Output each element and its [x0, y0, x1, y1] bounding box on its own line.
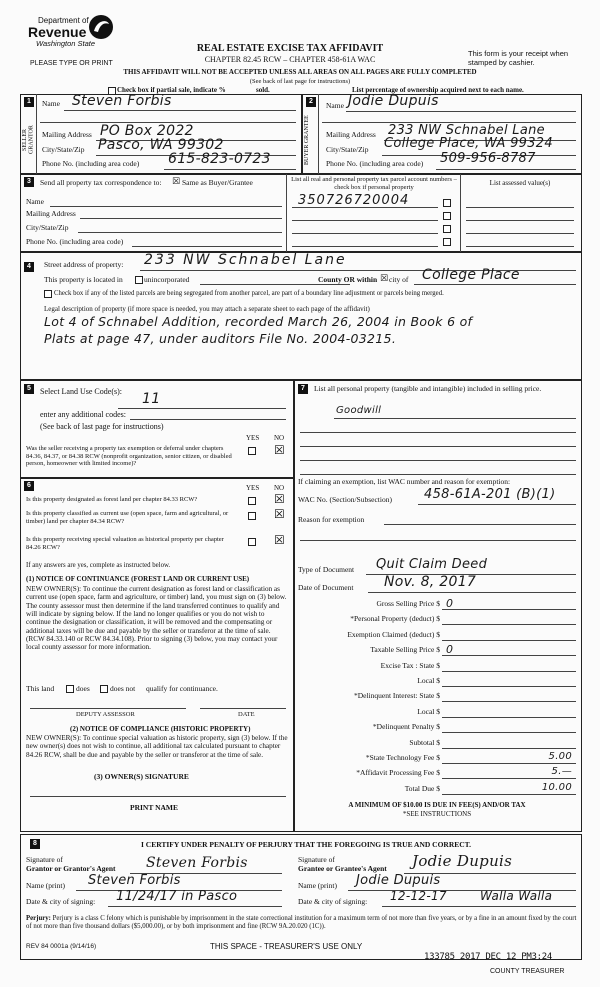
s4-unincorporated: unincorporated [144, 275, 190, 284]
s6-q3-no-checkbox[interactable]: ☒ [274, 533, 285, 547]
s5-no: NO [274, 434, 285, 442]
s7-doc-date-value[interactable]: Nov. 8, 2017 [384, 574, 477, 590]
s7-doc-date-label: Date of Document [298, 583, 354, 592]
same-as-buyer-checkbox[interactable]: ☒ [172, 177, 181, 187]
s8-certify: I CERTIFY UNDER PENALTY OF PERJURY THAT THE FOREGOING IS TRUE AND CORRECT. [140, 840, 471, 849]
s6-if-any: If any answers are yes, complete as instructed below. [26, 562, 171, 569]
s5-exemption-q: Was the seller receiving a property tax exemption or deferral under chapters 84.36, 84.37, or 84.38 RCW (nonprofit organization, senior citizen, or disabled person, homeowner with limited income)? [26, 445, 232, 468]
s3-assessed-header: List assessed value(s) [489, 179, 551, 187]
section-2-number: 2 [306, 97, 316, 107]
s6-yes: YES [246, 484, 260, 492]
logo-dept-line3: Washington State [36, 39, 96, 48]
s6-q2-yes-checkbox[interactable] [248, 512, 256, 520]
s3-city-label: City/State/Zip [26, 223, 69, 232]
fee-value[interactable]: 5.— [551, 766, 572, 777]
form-warning: THIS AFFIDAVIT WILL NOT BE ACCEPTED UNLESS ALL AREAS ON ALL PAGES ARE FULLY COMPLETED [123, 68, 477, 76]
s3-name-label: Name [26, 197, 44, 206]
fee-label: Local $ [417, 676, 440, 685]
s4-segregated-note: Check box if any of the listed parcels are being segregated from another parcel, are part of a boundary line adjustment or parcels being merged. [54, 290, 444, 297]
s6-q1: Is this property designated as forest land per chapter 84.33 RCW? [26, 496, 198, 503]
unincorporated-checkbox[interactable] [135, 276, 143, 284]
fee-value[interactable]: 10.00 [541, 782, 572, 793]
seller-grantor-label: SELLER GRANTOR [22, 125, 35, 155]
s1-mailing-value[interactable]: PO Box 2022 [100, 123, 194, 139]
s3-phone-label: Phone No. (including area code) [26, 237, 124, 246]
section-3-number: 3 [24, 177, 34, 187]
fee-label: *Affidavit Processing Fee $ [356, 768, 440, 777]
s6-owners-sig: (3) OWNER(S) SIGNATURE [94, 772, 189, 781]
segregated-checkbox[interactable] [44, 290, 52, 298]
fee-label: *Personal Property (deduct) $ [350, 614, 440, 623]
s7-wac-value[interactable]: 458-61A-201 (B)(1) [424, 487, 556, 502]
partial-sale-label: Check box if partial sale, indicate % [117, 86, 226, 94]
footer-county-treasurer: COUNTY TREASURER [490, 968, 565, 975]
fee-label: Local $ [417, 707, 440, 716]
s1-phone-value[interactable]: 615-823-0723 [168, 151, 271, 167]
s3-mailing-label: Mailing Address [26, 209, 76, 218]
s8-grantor-agent: Grantor or Grantor's Agent [26, 864, 116, 873]
section-4-number: 4 [24, 262, 34, 272]
fee-label: Gross Selling Price $ [376, 599, 440, 608]
fee-label: Taxable Selling Price $ [370, 645, 440, 654]
s6-does: does [76, 684, 90, 693]
s1-name-value[interactable]: Steven Forbis [72, 93, 172, 109]
s6-q3-yes-checkbox[interactable] [248, 538, 256, 546]
s6-does-checkbox[interactable] [66, 685, 74, 693]
s2-phone-value[interactable]: 509-956-8787 [440, 151, 536, 166]
s3-send-label: Send all property tax correspondence to: [40, 178, 162, 187]
s6-does-not: does not [110, 684, 136, 693]
fee-value[interactable]: 0 [446, 643, 454, 656]
ownership-pct-label: List percentage of ownership acquired next to each name. [352, 86, 524, 94]
fee-label: Exemption Claimed (deduct) $ [347, 630, 440, 639]
s6-print-name: PRINT NAME [130, 803, 178, 812]
fee-label: Subtotal $ [409, 738, 440, 747]
fee-label: Total Due $ [404, 784, 440, 793]
s8-date-city-left: Date & city of signing: [26, 897, 96, 906]
form-title: REAL ESTATE EXCISE TAX AFFIDAVIT [196, 43, 384, 54]
s6-q2-no-checkbox[interactable]: ☒ [274, 507, 285, 521]
s5-exemption-no-checkbox[interactable]: ☒ [274, 443, 285, 457]
s4-legal-line2[interactable]: Plats at page 47, under auditors File No. 2004-03215. [44, 331, 397, 346]
s8-name-print-right: Name (print) [298, 881, 337, 890]
s1-mailing-label: Mailing Address [42, 130, 92, 139]
s8-perjury-label: Perjury: [26, 915, 51, 922]
section-1-number: 1 [24, 97, 34, 107]
s7-personal-label: List all personal property (tangible and intangible) included in selling price. [314, 384, 542, 393]
s7-minimum-note: A MINIMUM OF $10.00 IS DUE IN FEE(S) AND/OR TAX [348, 801, 526, 809]
s6-notice2-body: NEW OWNER(S): To continue special valuation as historic property, sign (3) below. If the new owner(s) does not wish to continue, all additional tax calculated pursuant to chapter 84.26 RCW, shall be due and payable by the seller or transferor at the time of sale. [26, 734, 288, 759]
logo-dept-line2: Revenue [28, 24, 87, 40]
s6-q1-no-checkbox[interactable]: ☒ [274, 492, 285, 506]
form-see-back: (See back of last page for instructions) [249, 78, 351, 85]
s1-name-label: Name [42, 99, 60, 108]
s8-grantee-date[interactable]: 12-12-17 [390, 889, 447, 903]
s7-wac-label: WAC No. (Section/Subsection) [298, 495, 392, 504]
s8-grantor-date[interactable]: 11/24/17 in Pasco [116, 889, 238, 904]
parcel-3-checkbox[interactable] [443, 225, 451, 233]
s4-street-label: Street address of property: [44, 260, 124, 269]
fee-value[interactable]: 5.00 [548, 751, 572, 762]
footer-stamp: 133785 2017 DEC 12 PM3:24 [424, 952, 552, 962]
s4-legal-label: Legal description of property (if more space is needed, you may attach a separate sheet to each page of the affidavit) [44, 305, 370, 313]
form-subtitle: CHAPTER 82.45 RCW – CHAPTER 458-61A WAC [204, 55, 376, 64]
fee-value[interactable]: 0 [446, 597, 454, 610]
dor-swoosh-icon [88, 14, 114, 40]
s2-city-label: City/State/Zip [326, 145, 369, 154]
s7-doc-type-label: Type of Document [298, 565, 355, 574]
s5-additional-label: enter any additional codes: [40, 410, 126, 419]
s4-street-value[interactable]: 233 NW Schnabel Lane [144, 252, 347, 268]
s4-city-value[interactable]: College Place [422, 267, 520, 283]
s6-date: DATE [238, 711, 255, 718]
s5-land-use-value[interactable]: 11 [142, 391, 161, 407]
s6-notice1-body: NEW OWNER(S): To continue the current designation as forest land or classification as current use (open space, farm and agriculture, or timber) land, you must sign on (3) below. The county assessor must then determine if the land transferred continues to qualify and will indicate by signing below. If the land no longer qualifies or you do not wish to continue the designation or classification, it will be removed and the compensating or additional taxes will be due and payable by the seller or transferor at the time of sale. (RCW 84.33.140 or RCW 84.34.108). Prior to signing (3) below, you may contact your local county assessor for more information. [26, 585, 287, 652]
buyer-grantee-label: BUYER GRANTEE [304, 115, 310, 165]
dor-logo [28, 14, 128, 54]
please-type-print: PLEASE TYPE OR PRINT [30, 60, 113, 67]
s8-sig-label-left: Signature of [26, 855, 63, 864]
s5-yes: YES [246, 434, 260, 442]
s8-name-print-left: Name (print) [26, 881, 65, 890]
s7-reason-label: Reason for exemption [298, 515, 365, 524]
s8-perjury-text: Perjury is a class C felony which is punishable by imprisonment in the state correctional institution for a maximum term of not more than five years, or by a fine in an amount fixed by the court of not more than five thousand dollars ($5,000.00), or by both imprisonment and fine (RCW 9A.20.020 (1C)). [26, 915, 577, 931]
s2-city-value[interactable]: College Place, WA 99324 [384, 136, 553, 151]
section-8-number: 8 [30, 839, 40, 849]
s6-qualify: qualify for continuance. [146, 684, 218, 693]
s6-deputy-assessor: DEPUTY ASSESSOR [76, 711, 135, 718]
s7-claim-label: If claiming an exemption, list WAC number and reason for exemption: [298, 477, 511, 486]
s8-grantor-name[interactable]: Steven Forbis [88, 873, 181, 888]
within-city-checkbox[interactable]: ☒ [380, 274, 389, 284]
s4-city-of: city of [389, 275, 409, 284]
parcel-1-checkbox[interactable] [443, 199, 451, 207]
footer-rev: REV 84 0001a (9/14/16) [26, 943, 97, 950]
s8-grantor-signature[interactable]: Steven Forbis [146, 855, 248, 871]
s8-grantee-signature[interactable]: Jodie Dupuis [412, 852, 513, 870]
s8-grantee-name[interactable]: Jodie Dupuis [356, 873, 441, 888]
s7-doc-type-value[interactable]: Quit Claim Deed [376, 557, 488, 572]
s7-personal-value[interactable]: Goodwill [336, 405, 382, 416]
s5-see-back: (See back of last page for instructions) [40, 422, 164, 431]
s6-q1-yes-checkbox[interactable] [248, 497, 256, 505]
s2-name-value[interactable]: Jodie Dupuis [348, 93, 439, 109]
s2-phone-label: Phone No. (including area code) [326, 159, 424, 168]
s1-city-value[interactable]: Pasco, WA 99302 [98, 137, 224, 153]
s5-land-use-label: Select Land Use Code(s): [40, 387, 122, 396]
s5-exemption-yes-checkbox[interactable] [248, 447, 256, 455]
logo-dept-line1: Department of [38, 16, 89, 25]
fee-label: Excise Tax : State $ [380, 661, 440, 670]
fee-label: *State Technology Fee $ [365, 753, 440, 762]
fee-label: *Delinquent Interest: State $ [353, 691, 440, 700]
fee-label: *Delinquent Penalty $ [372, 722, 440, 731]
s4-county-or: County OR within [318, 275, 378, 284]
sold-label: sold. [256, 86, 270, 94]
s6-notice2-title: (2) NOTICE OF COMPLIANCE (HISTORIC PROPERTY) [70, 725, 251, 733]
s7-see-instructions: *SEE INSTRUCTIONS [402, 810, 472, 818]
s4-located-label: This property is located in [44, 275, 123, 284]
s2-mailing-value[interactable]: 233 NW Schnabel Lane [388, 123, 545, 138]
s6-q2: Is this property classified as current use (open space, farm and agricultural, or timber) land per chapter 84.34 RCW? [26, 510, 229, 525]
s3-same-label: Same as Buyer/Grantee [182, 178, 253, 187]
s6-notice1-title: (1) NOTICE OF CONTINUANCE (FOREST LAND OR CURRENT USE) [26, 575, 250, 583]
s8-sig-label-right: Signature of [298, 855, 335, 864]
s6-q3: Is this property receiving special valuation as historical property per chapter 84.26 RCW? [26, 536, 224, 551]
s8-perjury [26, 915, 578, 932]
s1-city-label: City/State/Zip [42, 145, 85, 154]
s8-grantee-city[interactable]: Walla Walla [480, 889, 553, 903]
s6-does-not-checkbox[interactable] [100, 685, 108, 693]
s3-parcel-value[interactable]: 350726720004 [298, 193, 410, 208]
s8-grantee-agent: Grantee or Grantee's Agent [298, 864, 387, 873]
parcel-2-checkbox[interactable] [443, 212, 451, 220]
footer-treasurer: THIS SPACE - TREASURER'S USE ONLY [210, 942, 363, 951]
section-5-number: 5 [24, 384, 34, 394]
s3-parcel-header: List all real and personal property tax parcel account numbers – check box if personal property [291, 176, 457, 191]
s1-phone-label: Phone No. (including area code) [42, 159, 140, 168]
s2-name-label: Name [326, 101, 344, 110]
section-6-number: 6 [24, 481, 34, 491]
s6-this-land: This land [26, 684, 55, 693]
section-7-number: 7 [298, 384, 308, 394]
s4-legal-line1[interactable]: Lot 4 of Schnabel Addition, recorded March 26, 2004 in Book 6 of [44, 314, 473, 329]
parcel-4-checkbox[interactable] [443, 238, 451, 246]
s8-date-city-right: Date & city of signing: [298, 897, 368, 906]
s6-no: NO [274, 484, 285, 492]
receipt-note: This form is your receipt when stamped by cashier. [468, 49, 569, 67]
s2-mailing-label: Mailing Address [326, 130, 376, 139]
